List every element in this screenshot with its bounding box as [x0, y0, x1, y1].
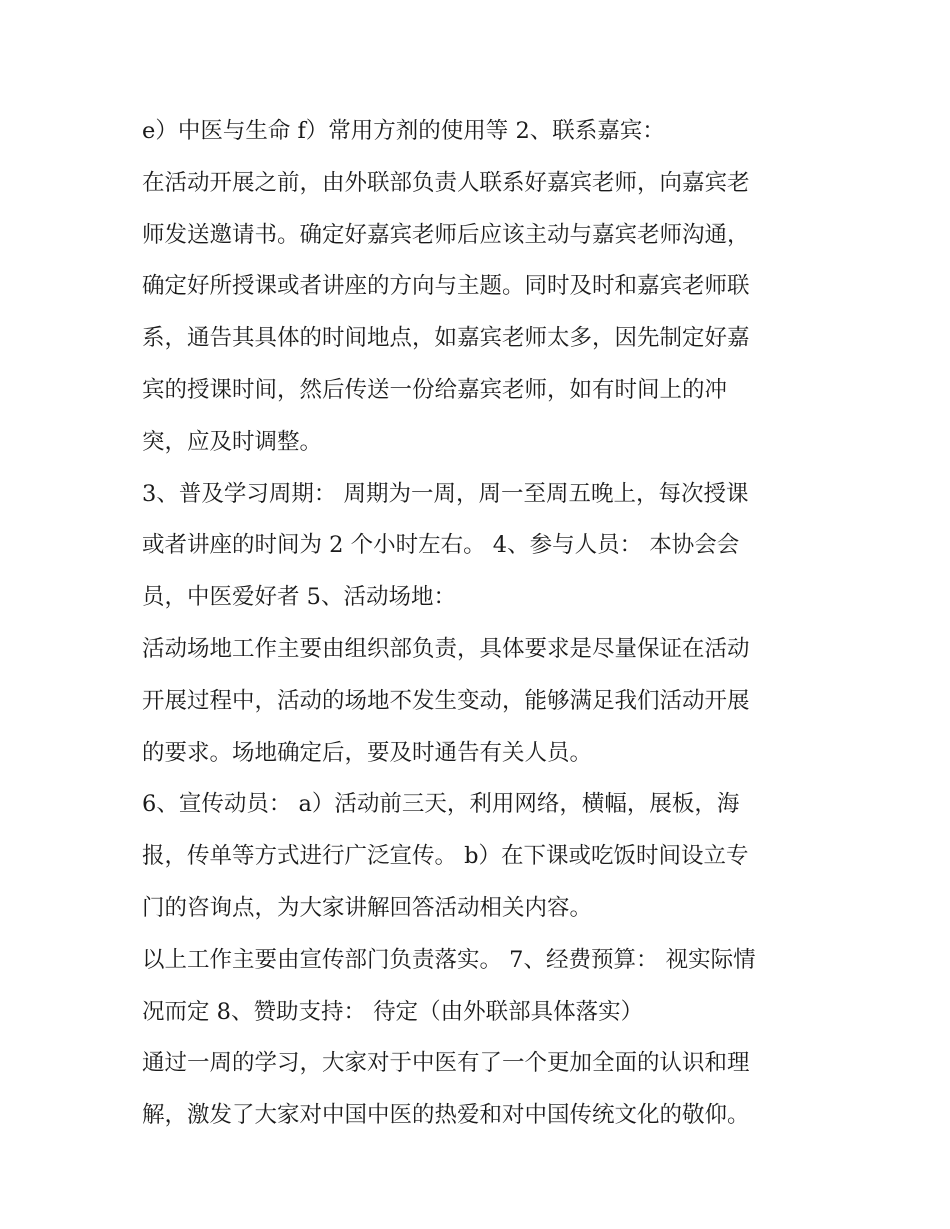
text-line: 通过一周的学习，大家对于中医有了一个更加全面的认识和理 — [142, 1050, 750, 1077]
text-line: 的要求。场地确定后，要及时通告有关人员。 — [142, 739, 593, 766]
text-line: 宾的授课时间，然后传送一份给嘉宾老师，如有时间上的冲 — [142, 376, 728, 403]
text-line: 报，传单等方式进行广泛宣传。 b）在下课或吃饭时间设立专 — [142, 843, 749, 870]
text-line: 员，中医爱好者 5、活动场地： — [142, 584, 456, 611]
text-line: 开展过程中，活动的场地不发生变动，能够满足我们活动开展 — [142, 687, 750, 714]
text-line: 门的咨询点，为大家讲解回答活动相关内容。 — [142, 894, 593, 921]
text-line: 活动场地工作主要由组织部负责，具体要求是尽量保证在活动 — [142, 635, 750, 662]
text-line: e）中医与生命 f）常用方剂的使用等 2、联系嘉宾： — [142, 118, 665, 144]
text-line: 解，激发了大家对中国中医的热爱和对中国传统文化的敬仰。 — [142, 1102, 750, 1129]
text-line: 6、宣传动员： a）活动前三天，利用网络，横幅，展板，海 — [142, 791, 740, 818]
text-line: 师发送邀请书。确定好嘉宾老师后应该主动与嘉宾老师沟通， — [142, 221, 750, 248]
document-body — [142, 111, 822, 1147]
text-line: 在活动开展之前，由外联部负责人联系好嘉宾老师，向嘉宾老 — [142, 169, 750, 196]
text-line: 系，通告其具体的时间地点，如嘉宾老师太多，因先制定好嘉 — [142, 325, 750, 352]
text-line: 3、普及学习周期： 周期为一周，周一至周五晚上，每次授课 — [142, 480, 749, 507]
text-line: 以上工作主要由宣传部门负责落实。 7、经费预算： 视实际情 — [142, 946, 756, 973]
text-line: 确定好所授课或者讲座的方向与主题。同时及时和嘉宾老师联 — [142, 273, 750, 300]
text-line: 突，应及时调整。 — [142, 428, 323, 455]
text-line: 况而定 8、赞助支持： 待定（由外联部具体落实） — [142, 998, 644, 1025]
text-line: 或者讲座的时间为 2 个小时左右。 4、参与人员： 本协会会 — [142, 532, 740, 559]
